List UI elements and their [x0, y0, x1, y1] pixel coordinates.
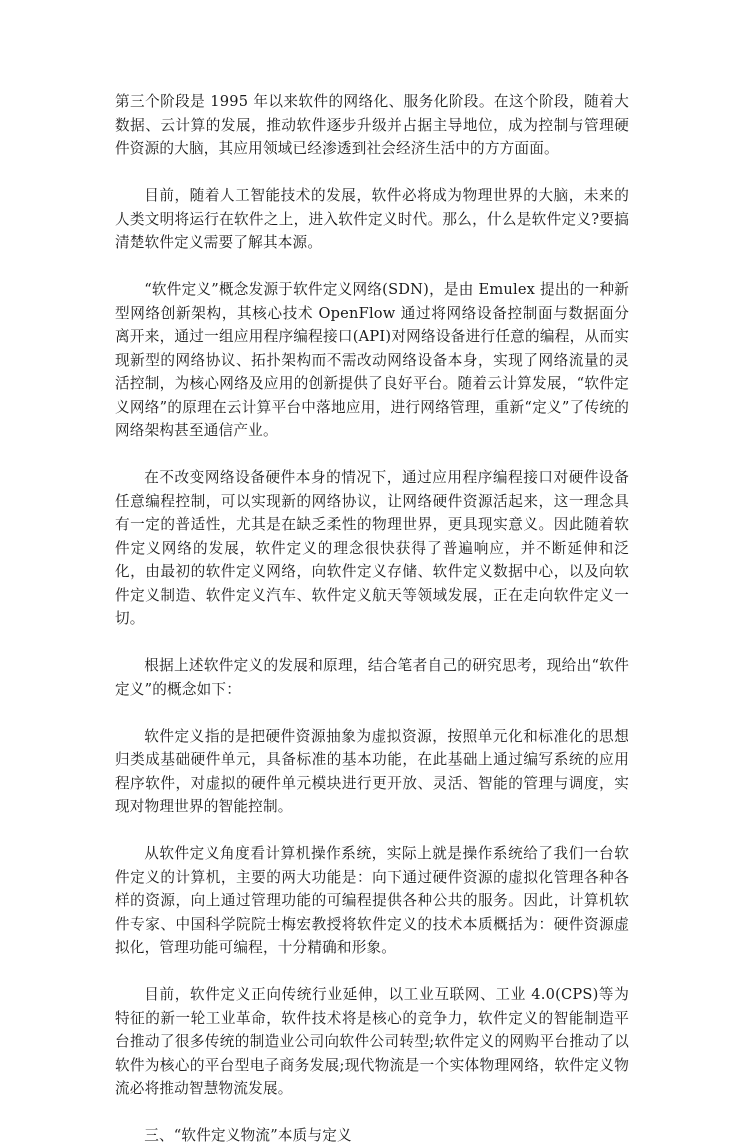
document-body [115, 90, 629, 1148]
paragraph-stage-three: 第三个阶段是 1995 年以来软件的网络化、服务化阶段。在这个阶段，随着大数据、云计算的发展，推动软件逐步升级并占据主导地位，成为控制与管理硬件资源的大脑，其应用领域已经渗透到社会经济生活中的方方面面。 [115, 93, 629, 157]
paragraph-industry-extension: 目前，软件定义正向传统行业延伸，以工业互联网、工业 4.0(CPS)等为特征的新一轮工业革命，软件技术将是核心的竞争力，软件定义的智能制造平台推动了很多传统的制造业公司向软件公司转型;软件定义的网购平台推动了以软件为核心的平台型电子商务发展;现代物流是一个实体物理网络，软件定义物流必将推动智慧物流发展。 [115, 986, 629, 1097]
paragraph-definition-intro: 根据上述软件定义的发展和原理，结合笔者自己的研究思考，现给出“软件定义”的概念如下： [115, 657, 629, 698]
paragraph-sdn-origin: “软件定义”概念发源于软件定义网络(SDN)，是由 Emulex 提出的一种新型网络创新架构，其核心技术 OpenFlow 通过将网络设备控制面与数据面分离开来，通过一组应用程序编程接口(API)对网络设备进行任意的编程，从而实现新型的网络协议、拓扑架构而不需改动网络设备本身，实现了网络流量的灵活控制，为核心网络及应用的创新提供了良好平台。随着云计算发展，“软件定义网络”的原理在云计算平台中落地应用，进行网络管理，重新“定义”了传统的网络架构甚至通信产业。 [115, 281, 629, 439]
paragraph-software-defined-everything: 在不改变网络设备硬件本身的情况下，通过应用程序编程接口对硬件设备任意编程控制，可以实现新的网络协议，让网络硬件资源活起来，这一理念具有一定的普适性，尤其是在缺乏柔性的物理世界，更具现实意义。因此随着软件定义网络的发展，软件定义的理念很快获得了普遍响应，并不断延伸和泛化，由最初的软件定义网络，向软件定义存储、软件定义数据中心，以及向软件定义制造、软件定义汽车、软件定义航天等领域发展，正在走向软件定义一切。 [115, 469, 629, 627]
paragraph-ai-era: 目前，随着人工智能技术的发展，软件必将成为物理世界的大脑，未来的人类文明将运行在软件之上，进入软件定义时代。那么，什么是软件定义?要搞清楚软件定义需要了解其本源。 [115, 187, 629, 251]
paragraph-operating-system: 从软件定义角度看计算机操作系统，实际上就是操作系统给了我们一台软件定义的计算机，主要的两大功能是：向下通过硬件资源的虚拟化管理各种各样的资源，向上通过管理功能的可编程提供各种公共的服务。因此，计算机软件专家、中国科学院院士梅宏教授将软件定义的技术本质概括为：硬件资源虚拟化，管理功能可编程，十分精确和形象。 [115, 845, 629, 956]
section-heading: 三、“软件定义物流”本质与定义 [144, 1127, 352, 1144]
paragraph-definition: 软件定义指的是把硬件资源抽象为虚拟资源，按照单元化和标准化的思想归类成基础硬件单元，具备标准的基本功能，在此基础上通过编写系统的应用程序软件，对虚拟的硬件单元模块进行更开放、灵活、智能的管理与调度，实现对物理世界的智能控制。 [115, 727, 629, 815]
